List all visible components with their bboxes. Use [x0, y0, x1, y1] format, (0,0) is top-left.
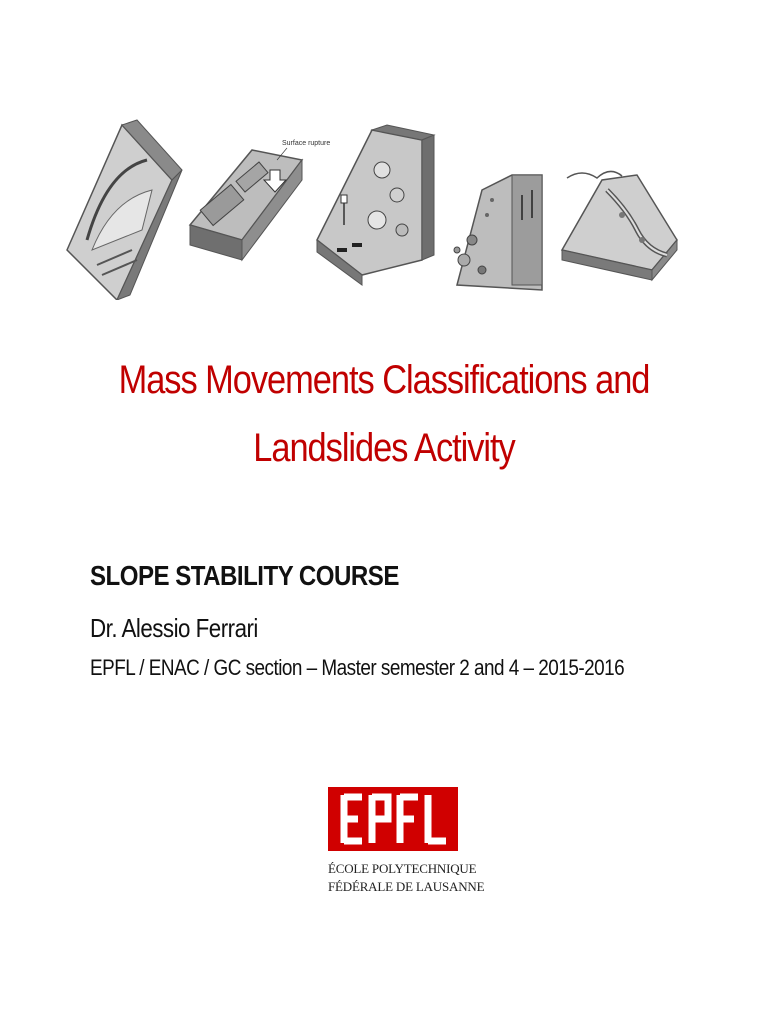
section-info: EPFL / ENAC / GC section – Master semester 2 and 4 – 2015-2016: [90, 655, 625, 680]
landslide-illustrations: [62, 100, 680, 300]
author-name: Dr. Alessio Ferrari: [90, 613, 258, 643]
title-line-1: Mass Movements Classifications and: [118, 358, 650, 402]
rockfall-icon: [317, 125, 434, 285]
debris-flow-icon: [562, 171, 677, 280]
rotational-slide-icon: [67, 120, 182, 300]
logo-text-line-1: ÉCOLE POLYTECHNIQUE: [328, 861, 477, 876]
title-line-2: Landslides Activity: [253, 426, 515, 470]
logo-text-line-2: FÉDÉRALE DE LAUSANNE: [328, 879, 485, 894]
course-name: SLOPE STABILITY COURSE: [90, 560, 399, 591]
topple-icon: [454, 175, 542, 290]
epfl-logo: [328, 787, 458, 851]
surface-rupture-label: Surface rupture: [282, 140, 331, 147]
epfl-logo-mark: [328, 787, 458, 851]
translational-slide-icon: [190, 140, 330, 260]
